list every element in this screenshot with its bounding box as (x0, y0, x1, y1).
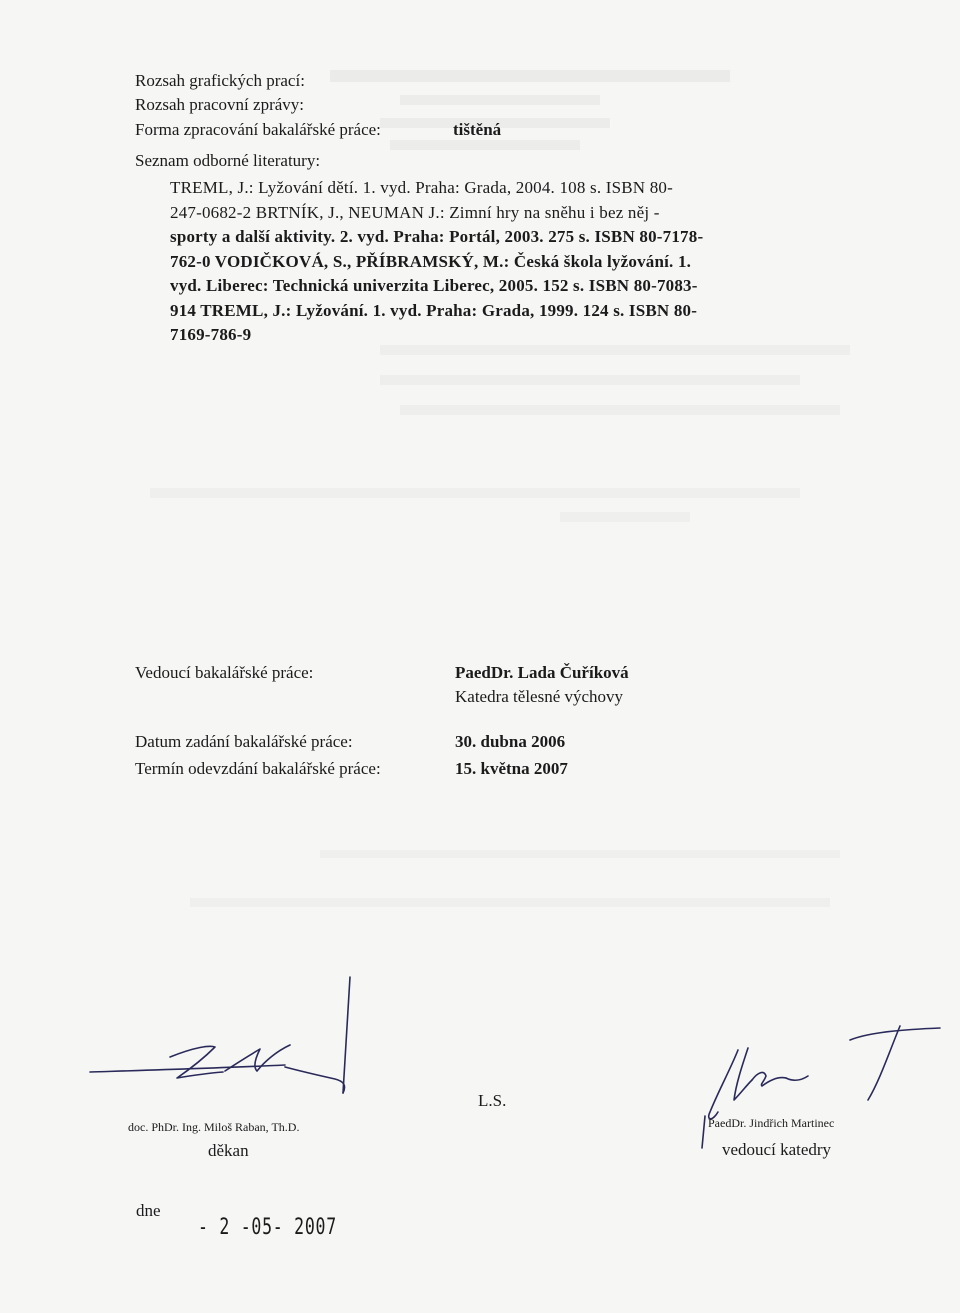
literature-label: Seznam odborné literatury: (135, 151, 321, 170)
bibliography-line: 914 TREML, J.: Lyžování. 1. vyd. Praha: Grada, 1999. 124 s. ISBN 80- (170, 300, 698, 320)
date-label: dne (136, 1201, 161, 1220)
department-head-signature (690, 1020, 950, 1150)
bibliography-line: 762-0 VODIČKOVÁ, S., PŘÍBRAMSKÝ, M.: Česká škola lyžování. 1. (170, 251, 692, 271)
bibliography-list (170, 176, 850, 348)
dean-title: děkan (208, 1141, 249, 1160)
bibliography-line: vyd. Liberec: Technická univerzita Liberec, 2005. 152 s. ISBN 80-7083- (170, 276, 698, 295)
supervisor-department: Katedra tělesné výchovy (455, 687, 624, 706)
supervisor-name: PaedDr. Lada Čuříková (455, 663, 629, 682)
date-stamp: - 2 -05- 2007 (198, 1215, 337, 1240)
department-head-name: PaedDr. Jindřich Martinec (708, 1116, 835, 1130)
department-head-title: vedoucí katedry (722, 1140, 832, 1159)
dean-name: doc. PhDr. Ing. Miloš Raban, Th.D. (128, 1120, 300, 1134)
thesis-form-label: Forma zpracování bakalářské práce: (135, 120, 381, 139)
assigned-date-label: Datum zadání bakalářské práce: (135, 732, 353, 751)
seal-mark: L.S. (478, 1091, 507, 1110)
bibliography-line: 247-0682-2 BRTNÍK, J., NEUMAN J.: Zimní hry na sněhu i bez něj - (170, 202, 660, 222)
report-scope-label: Rozsah pracovní zprávy: (135, 95, 304, 114)
due-date-label: Termín odevzdání bakalářské práce: (135, 759, 381, 778)
assigned-date-value: 30. dubna 2006 (455, 732, 566, 751)
bibliography-line: TREML, J.: Lyžování dětí. 1. vyd. Praha: Grada, 2004. 108 s. ISBN 80- (170, 178, 673, 197)
thesis-form-value: tištěná (453, 120, 502, 139)
bibliography-line: 7169-786-9 (170, 325, 252, 344)
dean-signature (85, 975, 385, 1115)
due-date-value: 15. května 2007 (455, 759, 568, 778)
graphic-works-label: Rozsah grafických prací: (135, 71, 305, 90)
bibliography-line: sporty a další aktivity. 2. vyd. Praha: Portál, 2003. 275 s. ISBN 80-7178- (170, 227, 704, 246)
supervisor-label: Vedoucí bakalářské práce: (135, 663, 314, 682)
